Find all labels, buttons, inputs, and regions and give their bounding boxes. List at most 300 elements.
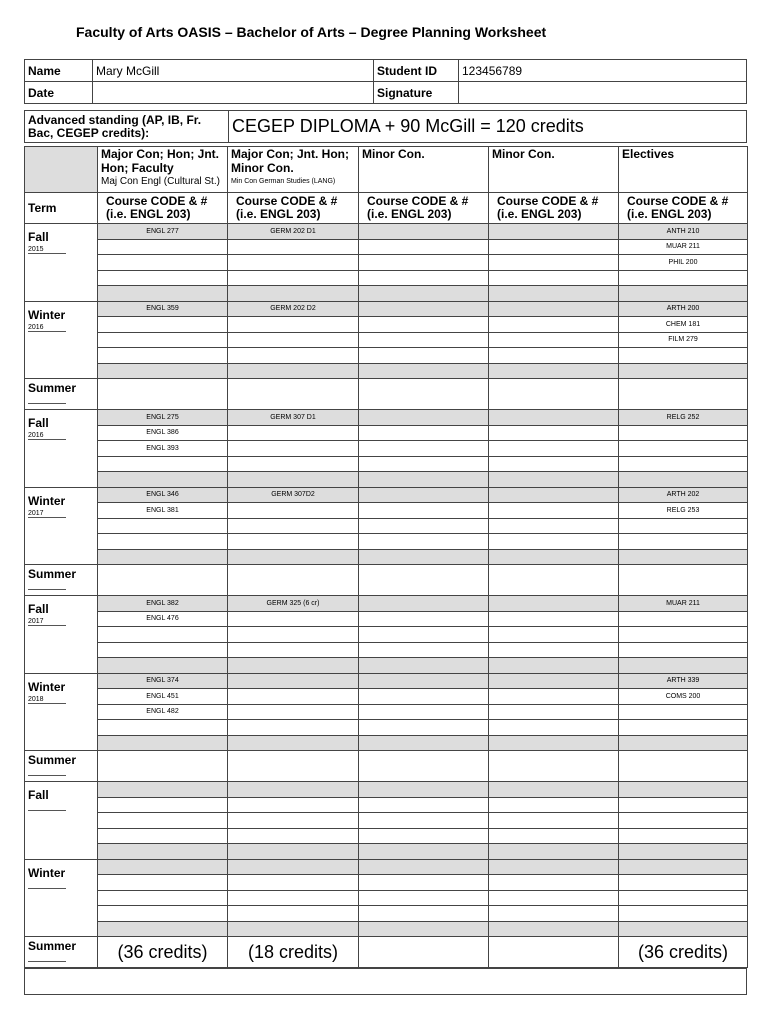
course-cell[interactable]: [489, 379, 619, 410]
course-cell[interactable]: [228, 255, 359, 271]
course-cell[interactable]: [489, 813, 619, 829]
course-cell[interactable]: [228, 379, 359, 410]
course-cell[interactable]: [359, 565, 489, 596]
course-cell[interactable]: [619, 813, 748, 829]
term-row: [25, 782, 748, 798]
course-cell[interactable]: [489, 487, 619, 503]
student-id-field[interactable]: 123456789: [459, 60, 747, 82]
course-cell[interactable]: [359, 797, 489, 813]
course-cell[interactable]: [359, 363, 489, 379]
course-cell[interactable]: [619, 797, 748, 813]
course-cell[interactable]: [619, 735, 748, 751]
course-cell[interactable]: [359, 379, 489, 410]
term-cell: [25, 410, 98, 488]
course-cell[interactable]: GERM 325 (6 cr): [228, 596, 359, 612]
course-cell[interactable]: GERM 202 D1: [228, 224, 359, 240]
course-cell[interactable]: [228, 782, 359, 798]
term-row: [25, 534, 748, 550]
course-cell[interactable]: [98, 828, 228, 844]
course-cell[interactable]: [619, 828, 748, 844]
column-header-3: [489, 147, 619, 193]
course-cell[interactable]: [619, 844, 748, 860]
term-year-blank: [28, 802, 66, 811]
course-cell[interactable]: [619, 704, 748, 720]
course-cell[interactable]: [619, 534, 748, 550]
term-row: [25, 565, 748, 596]
course-cell[interactable]: [619, 549, 748, 565]
term-cell: [25, 859, 98, 937]
course-cell[interactable]: [228, 797, 359, 813]
course-cell[interactable]: [98, 332, 228, 348]
term-name: Summer: [28, 567, 77, 581]
course-cell[interactable]: [98, 549, 228, 565]
course-cell[interactable]: [489, 890, 619, 906]
course-cell[interactable]: [228, 441, 359, 457]
course-cell[interactable]: [228, 828, 359, 844]
course-cell[interactable]: [98, 286, 228, 302]
course-cell[interactable]: [98, 751, 228, 782]
advanced-standing-field[interactable]: CEGEP DIPLOMA + 90 McGill = 120 credits: [229, 111, 747, 143]
term-name: Fall: [28, 602, 49, 616]
course-cell[interactable]: [228, 239, 359, 255]
term-year: 2016: [28, 432, 66, 440]
term-row: [25, 518, 748, 534]
course-cell[interactable]: [228, 673, 359, 689]
course-cell[interactable]: [98, 627, 228, 643]
course-cell[interactable]: [359, 487, 489, 503]
term-year: 2016: [28, 324, 66, 332]
course-cell[interactable]: [98, 642, 228, 658]
course-cell[interactable]: [619, 441, 748, 457]
course-cell[interactable]: [489, 658, 619, 674]
course-cell[interactable]: [228, 859, 359, 875]
course-cell[interactable]: [228, 363, 359, 379]
signature-field[interactable]: [459, 82, 747, 104]
course-cell[interactable]: ENGL 381: [98, 503, 228, 519]
course-cell[interactable]: FILM 279: [619, 332, 748, 348]
course-cell[interactable]: [619, 348, 748, 364]
course-cell[interactable]: [359, 441, 489, 457]
term-row: [25, 720, 748, 736]
course-cell[interactable]: ARTH 339: [619, 673, 748, 689]
course-cell[interactable]: ANTH 210: [619, 224, 748, 240]
course-cell[interactable]: [489, 410, 619, 426]
course-cell[interactable]: ENGL 386: [98, 425, 228, 441]
column-subtitle: Min Con German Studies (LANG): [231, 178, 336, 185]
credits-total: (36 credits): [98, 937, 228, 968]
column-header-0: [98, 147, 228, 193]
course-cell[interactable]: [98, 782, 228, 798]
course-cell[interactable]: [489, 627, 619, 643]
course-cell[interactable]: [98, 906, 228, 922]
term-year: 2017: [28, 618, 66, 626]
course-cell[interactable]: [489, 782, 619, 798]
column-header-1: [228, 147, 359, 193]
term-name: Fall: [28, 788, 49, 802]
course-cell[interactable]: RELG 252: [619, 410, 748, 426]
term-row: [25, 224, 748, 240]
course-cell[interactable]: [359, 472, 489, 488]
course-cell[interactable]: [98, 844, 228, 860]
term-row: [25, 456, 748, 472]
course-cell[interactable]: [228, 565, 359, 596]
course-cell[interactable]: ENGL 482: [98, 704, 228, 720]
course-cell[interactable]: COMS 200: [619, 689, 748, 705]
term-row: [25, 425, 748, 441]
course-cell[interactable]: [489, 534, 619, 550]
course-cell[interactable]: [359, 921, 489, 937]
course-cell[interactable]: [489, 270, 619, 286]
course-cell[interactable]: [359, 348, 489, 364]
planning-grid: [24, 146, 748, 968]
course-cell[interactable]: [228, 472, 359, 488]
course-cell[interactable]: [98, 875, 228, 891]
course-cell[interactable]: [359, 658, 489, 674]
course-cell[interactable]: ENGL 346: [98, 487, 228, 503]
course-code-header: Course CODE & # (i.e. ENGL 203): [619, 193, 748, 224]
course-cell[interactable]: CHEM 181: [619, 317, 748, 333]
term-row: [25, 906, 748, 922]
course-cell[interactable]: [359, 611, 489, 627]
course-cell[interactable]: [489, 704, 619, 720]
course-cell[interactable]: [489, 751, 619, 782]
course-cell[interactable]: ENGL 382: [98, 596, 228, 612]
course-cell[interactable]: [489, 720, 619, 736]
course-cell[interactable]: [619, 751, 748, 782]
course-cell[interactable]: ARTH 202: [619, 487, 748, 503]
course-cell[interactable]: [359, 286, 489, 302]
footer-box: [24, 968, 747, 995]
course-cell[interactable]: [359, 627, 489, 643]
course-cell[interactable]: [359, 813, 489, 829]
course-cell[interactable]: [228, 704, 359, 720]
course-cell[interactable]: [228, 720, 359, 736]
term-row: [25, 658, 748, 674]
course-cell[interactable]: [489, 255, 619, 271]
name-field[interactable]: Mary McGill: [93, 60, 374, 82]
course-cell[interactable]: [619, 379, 748, 410]
course-cell[interactable]: [489, 441, 619, 457]
term-row: [25, 379, 748, 410]
course-cell[interactable]: [228, 921, 359, 937]
course-cell[interactable]: [619, 906, 748, 922]
course-cell[interactable]: [489, 332, 619, 348]
term-row: [25, 751, 748, 782]
grid-subheader-row: [25, 193, 748, 224]
course-cell[interactable]: [489, 611, 619, 627]
course-cell[interactable]: [228, 627, 359, 643]
course-cell[interactable]: [98, 797, 228, 813]
course-cell[interactable]: [359, 425, 489, 441]
column-header-4: [619, 147, 748, 193]
course-cell[interactable]: [359, 642, 489, 658]
course-cell[interactable]: [228, 735, 359, 751]
course-cell[interactable]: [359, 689, 489, 705]
course-cell[interactable]: [489, 301, 619, 317]
course-cell[interactable]: [489, 472, 619, 488]
course-cell[interactable]: [359, 456, 489, 472]
course-cell[interactable]: [228, 534, 359, 550]
course-cell[interactable]: ARTH 200: [619, 301, 748, 317]
course-cell[interactable]: [228, 751, 359, 782]
signature-label: Signature: [374, 82, 459, 104]
course-cell[interactable]: GERM 307D2: [228, 487, 359, 503]
course-cell[interactable]: [98, 363, 228, 379]
course-cell[interactable]: [619, 286, 748, 302]
term-row: [25, 859, 748, 875]
course-cell[interactable]: [228, 317, 359, 333]
course-cell[interactable]: [619, 859, 748, 875]
term-row: [25, 348, 748, 364]
course-cell[interactable]: [359, 534, 489, 550]
column-title: Minor Con.: [492, 147, 555, 161]
term-cell: [25, 301, 98, 379]
course-cell[interactable]: [359, 224, 489, 240]
course-cell[interactable]: [98, 658, 228, 674]
course-cell[interactable]: [228, 549, 359, 565]
course-cell[interactable]: [359, 596, 489, 612]
advanced-standing-label: Advanced standing (AP, IB, Fr. Bac, CEGEP credits):: [25, 111, 229, 143]
grid-header-row: [25, 147, 748, 193]
course-cell[interactable]: [228, 503, 359, 519]
course-cell[interactable]: [619, 658, 748, 674]
course-cell[interactable]: [228, 906, 359, 922]
course-cell[interactable]: [489, 673, 619, 689]
course-cell[interactable]: [359, 704, 489, 720]
term-row: [25, 549, 748, 565]
credits-total: [359, 937, 489, 968]
term-name: Winter: [28, 493, 66, 508]
term-row: [25, 332, 748, 348]
course-cell[interactable]: [359, 844, 489, 860]
credits-total: [489, 937, 619, 968]
course-cell[interactable]: [619, 782, 748, 798]
term-row: [25, 735, 748, 751]
course-cell[interactable]: [489, 735, 619, 751]
course-cell[interactable]: [489, 224, 619, 240]
column-title: Minor Con.: [362, 147, 425, 161]
course-cell[interactable]: [98, 270, 228, 286]
course-cell[interactable]: [489, 859, 619, 875]
course-cell[interactable]: [359, 890, 489, 906]
course-cell[interactable]: [359, 255, 489, 271]
course-cell[interactable]: [228, 611, 359, 627]
term-name: Summer: [28, 753, 77, 767]
course-cell[interactable]: [228, 875, 359, 891]
term-year-blank: [28, 953, 66, 962]
course-cell[interactable]: MUAR 211: [619, 596, 748, 612]
course-cell[interactable]: [228, 890, 359, 906]
course-cell[interactable]: [228, 813, 359, 829]
student-id-label: Student ID: [374, 60, 459, 82]
page-title: Faculty of Arts OASIS – Bachelor of Arts – Degree Planning Worksheet: [76, 24, 547, 40]
course-cell[interactable]: [359, 239, 489, 255]
term-row: [25, 596, 748, 612]
course-cell[interactable]: [359, 518, 489, 534]
course-cell[interactable]: [619, 456, 748, 472]
course-cell[interactable]: [489, 642, 619, 658]
course-cell[interactable]: [489, 828, 619, 844]
term-year-blank: [28, 395, 66, 404]
course-cell[interactable]: [619, 875, 748, 891]
course-cell[interactable]: [489, 596, 619, 612]
term-row: [25, 627, 748, 643]
term-row: [25, 255, 748, 271]
course-cell[interactable]: [98, 735, 228, 751]
course-cell[interactable]: [228, 270, 359, 286]
course-cell[interactable]: [98, 921, 228, 937]
term-header: Term: [25, 193, 98, 224]
course-cell[interactable]: [228, 844, 359, 860]
course-cell[interactable]: [359, 410, 489, 426]
term-year-blank: [28, 880, 66, 889]
course-cell[interactable]: [98, 317, 228, 333]
course-cell[interactable]: [619, 890, 748, 906]
course-cell[interactable]: [489, 425, 619, 441]
course-cell[interactable]: [228, 286, 359, 302]
course-cell[interactable]: [359, 332, 489, 348]
term-row: [25, 503, 748, 519]
term-name: Fall: [28, 416, 49, 430]
course-cell[interactable]: [489, 549, 619, 565]
course-cell[interactable]: [619, 611, 748, 627]
term-row: [25, 301, 748, 317]
course-cell[interactable]: [619, 425, 748, 441]
course-cell[interactable]: [619, 270, 748, 286]
course-cell[interactable]: [489, 239, 619, 255]
course-cell[interactable]: [359, 735, 489, 751]
course-cell[interactable]: ENGL 451: [98, 689, 228, 705]
course-cell[interactable]: [98, 859, 228, 875]
term-cell: [25, 673, 98, 751]
course-cell[interactable]: [489, 844, 619, 860]
course-cell[interactable]: [489, 689, 619, 705]
course-cell[interactable]: [489, 565, 619, 596]
course-cell[interactable]: [359, 270, 489, 286]
course-cell[interactable]: [98, 534, 228, 550]
course-cell[interactable]: [489, 363, 619, 379]
term-name: Winter: [28, 307, 66, 322]
term-cell: [25, 487, 98, 565]
course-cell[interactable]: [489, 875, 619, 891]
course-cell[interactable]: [359, 751, 489, 782]
course-cell[interactable]: MUAR 211: [619, 239, 748, 255]
course-cell[interactable]: [359, 720, 489, 736]
course-cell[interactable]: [359, 859, 489, 875]
course-cell[interactable]: GERM 202 D2: [228, 301, 359, 317]
term-row: [25, 441, 748, 457]
course-cell[interactable]: [359, 782, 489, 798]
course-cell[interactable]: [359, 673, 489, 689]
course-cell[interactable]: [98, 813, 228, 829]
course-cell[interactable]: PHIL 200: [619, 255, 748, 271]
course-cell[interactable]: [228, 658, 359, 674]
course-cell[interactable]: [359, 875, 489, 891]
course-cell[interactable]: [489, 503, 619, 519]
course-cell[interactable]: ENGL 359: [98, 301, 228, 317]
course-cell[interactable]: ENGL 393: [98, 441, 228, 457]
term-row: [25, 642, 748, 658]
course-cell[interactable]: [228, 518, 359, 534]
course-code-header: Course CODE & # (i.e. ENGL 203): [489, 193, 619, 224]
course-cell[interactable]: [98, 348, 228, 364]
course-cell[interactable]: [489, 456, 619, 472]
course-cell[interactable]: [359, 828, 489, 844]
course-cell[interactable]: [228, 332, 359, 348]
course-cell[interactable]: [489, 518, 619, 534]
term-row: [25, 828, 748, 844]
course-cell[interactable]: [489, 348, 619, 364]
course-cell[interactable]: [359, 317, 489, 333]
course-cell[interactable]: [359, 503, 489, 519]
term-name: Summer: [28, 381, 77, 395]
course-cell[interactable]: [98, 472, 228, 488]
course-cell[interactable]: [98, 518, 228, 534]
course-cell[interactable]: [619, 642, 748, 658]
course-cell[interactable]: [98, 565, 228, 596]
column-subtitle: Maj Con Engl (Cultural St.): [101, 176, 220, 187]
course-cell[interactable]: [489, 797, 619, 813]
course-cell[interactable]: [359, 549, 489, 565]
course-cell[interactable]: [619, 627, 748, 643]
course-cell[interactable]: ENGL 476: [98, 611, 228, 627]
course-cell[interactable]: [228, 456, 359, 472]
date-field[interactable]: [93, 82, 374, 104]
term-row: [25, 410, 748, 426]
course-cell[interactable]: ENGL 374: [98, 673, 228, 689]
course-cell[interactable]: [489, 921, 619, 937]
course-cell[interactable]: [489, 906, 619, 922]
term-cell: [25, 596, 98, 674]
term-year: 2015: [28, 246, 66, 254]
course-cell[interactable]: ENGL 277: [98, 224, 228, 240]
course-cell[interactable]: [98, 890, 228, 906]
course-cell[interactable]: [98, 255, 228, 271]
term-row: [25, 844, 748, 860]
term-row: [25, 689, 748, 705]
term-row: [25, 921, 748, 937]
course-cell[interactable]: [228, 642, 359, 658]
course-cell[interactable]: [619, 565, 748, 596]
course-cell[interactable]: [359, 906, 489, 922]
course-cell[interactable]: [98, 456, 228, 472]
course-cell[interactable]: RELG 253: [619, 503, 748, 519]
course-cell[interactable]: [489, 286, 619, 302]
course-cell[interactable]: ENGL 275: [98, 410, 228, 426]
course-cell[interactable]: [619, 363, 748, 379]
course-cell[interactable]: [228, 425, 359, 441]
course-cell[interactable]: [619, 518, 748, 534]
column-header-2: [359, 147, 489, 193]
course-cell[interactable]: [98, 720, 228, 736]
course-cell[interactable]: [228, 689, 359, 705]
term-cell: [25, 937, 98, 968]
course-cell[interactable]: [98, 379, 228, 410]
course-cell[interactable]: [619, 472, 748, 488]
course-code-header: Course CODE & # (i.e. ENGL 203): [98, 193, 228, 224]
course-cell[interactable]: [228, 348, 359, 364]
course-cell[interactable]: [619, 720, 748, 736]
course-cell[interactable]: [98, 239, 228, 255]
term-cell: [25, 379, 98, 410]
course-cell[interactable]: [489, 317, 619, 333]
course-cell[interactable]: [359, 301, 489, 317]
term-row: [25, 239, 748, 255]
course-cell[interactable]: [619, 921, 748, 937]
term-name: Fall: [28, 230, 49, 244]
course-cell[interactable]: GERM 307 D1: [228, 410, 359, 426]
term-row: [25, 286, 748, 302]
